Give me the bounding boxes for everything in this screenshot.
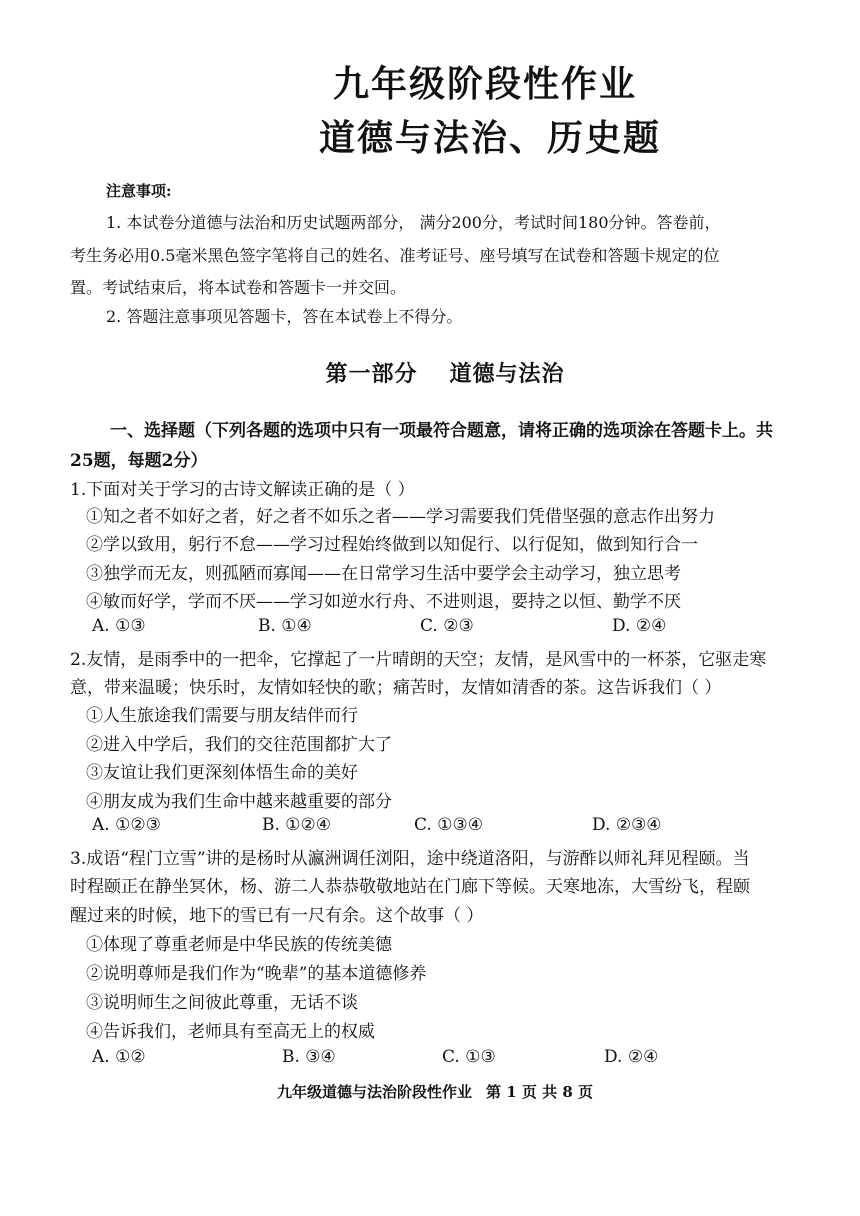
- question-2-stem-line-2: 意，带来温暖；快乐时，友情如轻快的歌；痛苦时，友情如清香的茶。这告诉我们（ ）: [70, 678, 722, 698]
- footer-page-mid: 页 共: [521, 1083, 558, 1101]
- notice-heading: 注意事项:: [106, 182, 172, 200]
- question-2-stem-line-1: 2.友情，是雨季中的一把伞，它撑起了一片晴朗的天空；友情，是风雪中的一杯茶，它驱走寒: [70, 650, 767, 670]
- question-2-option-a: A. ①②③: [92, 815, 161, 835]
- question-3-option-c: C. ①③: [442, 1047, 496, 1067]
- part-label: 第一部分: [325, 361, 418, 387]
- question-1-option-a: A. ①③: [92, 616, 146, 636]
- question-2-option-b: B. ①②④: [262, 815, 332, 835]
- question-3-option-b: B. ③④: [282, 1047, 336, 1067]
- exam-title: 九年级阶段性作业: [332, 64, 637, 105]
- footer-page-total: 8: [562, 1083, 573, 1101]
- part-heading: [0, 357, 860, 388]
- notice-item-1-line-3: 置。考试结束后，将本试卷和答题卡一并交回。: [70, 278, 407, 297]
- question-2-item-3: ③友谊让我们更深刻体悟生命的美好: [86, 763, 358, 783]
- footer-page-prefix: 第: [485, 1083, 501, 1101]
- footer-page-number: 1: [506, 1083, 517, 1101]
- question-2-option-d: D. ②③④: [592, 815, 662, 835]
- notice-item-1-line-1: 1. 本试卷分道德与法治和历史试题两部分， 满分200分，考试时间180分钟。答卷前，: [106, 213, 721, 232]
- question-3-option-d: D. ②④: [604, 1047, 659, 1067]
- question-1-item-4: ④敏而好学，学而不厌——学习如逆水行舟、不进则退，要持之以恒、勤学不厌: [86, 592, 681, 612]
- question-3-item-4: ④告诉我们，老师具有至高无上的权威: [86, 1022, 375, 1042]
- question-2-item-1: ①人生旅途我们需要与朋友结伴而行: [86, 706, 358, 726]
- question-3-item-2: ②说明尊师是我们作为“晚辈”的基本道德修养: [86, 964, 427, 984]
- question-1-item-2: ②学以致用，躬行不怠——学习过程始终做到以知促行、以行促知，做到知行合一: [86, 535, 698, 555]
- question-2-item-2: ②进入中学后，我们的交往范围都扩大了: [86, 735, 392, 755]
- question-1-item-3: ③独学而无友，则孤陋而寡闻——在日常学习生活中要学会主动学习，独立思考: [86, 564, 681, 584]
- question-1-options: [0, 616, 860, 640]
- exam-subtitle: 道德与法治、历史题: [318, 118, 661, 159]
- section-instruction-line-2: 25题，每题2分）: [70, 451, 208, 471]
- question-1-item-1: ①知之者不如好之者，好之者不如乐之者——学习需要我们凭借坚强的意志作出努力: [86, 507, 715, 527]
- question-3-stem-line-2: 时程颐正在静坐冥休，杨、游二人恭恭敬敬地站在门廊下等候。天寒地冻，大雪纷飞，程颐: [70, 877, 750, 897]
- notice-item-2: 2. 答题注意事项见答题卡，答在本试卷上不得分。: [106, 307, 463, 326]
- question-3-item-1: ①体现了尊重老师是中华民族的传统美德: [86, 935, 392, 955]
- question-3-option-a: A. ①②: [92, 1047, 146, 1067]
- question-3-stem-line-3: 醒过来的时候，地下的雪已有一尺有余。这个故事（ ）: [70, 906, 484, 926]
- question-3-item-3: ③说明师生之间彼此尊重，无话不谈: [86, 993, 358, 1013]
- notice-item-1-line-2: 考生务必用0.5毫米黑色签字笔将自己的姓名、准考证号、座号填写在试卷和答题卡规定的位: [70, 246, 720, 265]
- footer-doc-title: 九年级道德与法治阶段性作业: [276, 1083, 472, 1101]
- question-2-options: [0, 815, 860, 839]
- question-1-option-d: D. ②④: [612, 616, 667, 636]
- page-footer: [0, 1081, 860, 1102]
- section-instruction-line-1: 一、选择题（下列各题的选项中只有一项最符合题意，请将正确的选项涂在答题卡上。共: [110, 421, 773, 441]
- question-1-option-b: B. ①④: [258, 616, 312, 636]
- question-1-option-c: C. ②③: [420, 616, 474, 636]
- question-3-stem-line-1: 3.成语“程门立雪”讲的是杨时从瀛洲调任浏阳，途中绕道洛阳，与游酢以师礼拜见程颐。当: [70, 849, 750, 869]
- question-2-option-c: C. ①③④: [414, 815, 483, 835]
- question-3-options: [0, 1047, 860, 1071]
- part-subject: 道德与法治: [449, 361, 565, 387]
- question-2-item-4: ④朋友成为我们生命中越来越重要的部分: [86, 792, 392, 812]
- footer-page-suffix: 页: [578, 1083, 594, 1101]
- question-1-stem: 1.下面对关于学习的古诗文解读正确的是（ ）: [70, 480, 415, 500]
